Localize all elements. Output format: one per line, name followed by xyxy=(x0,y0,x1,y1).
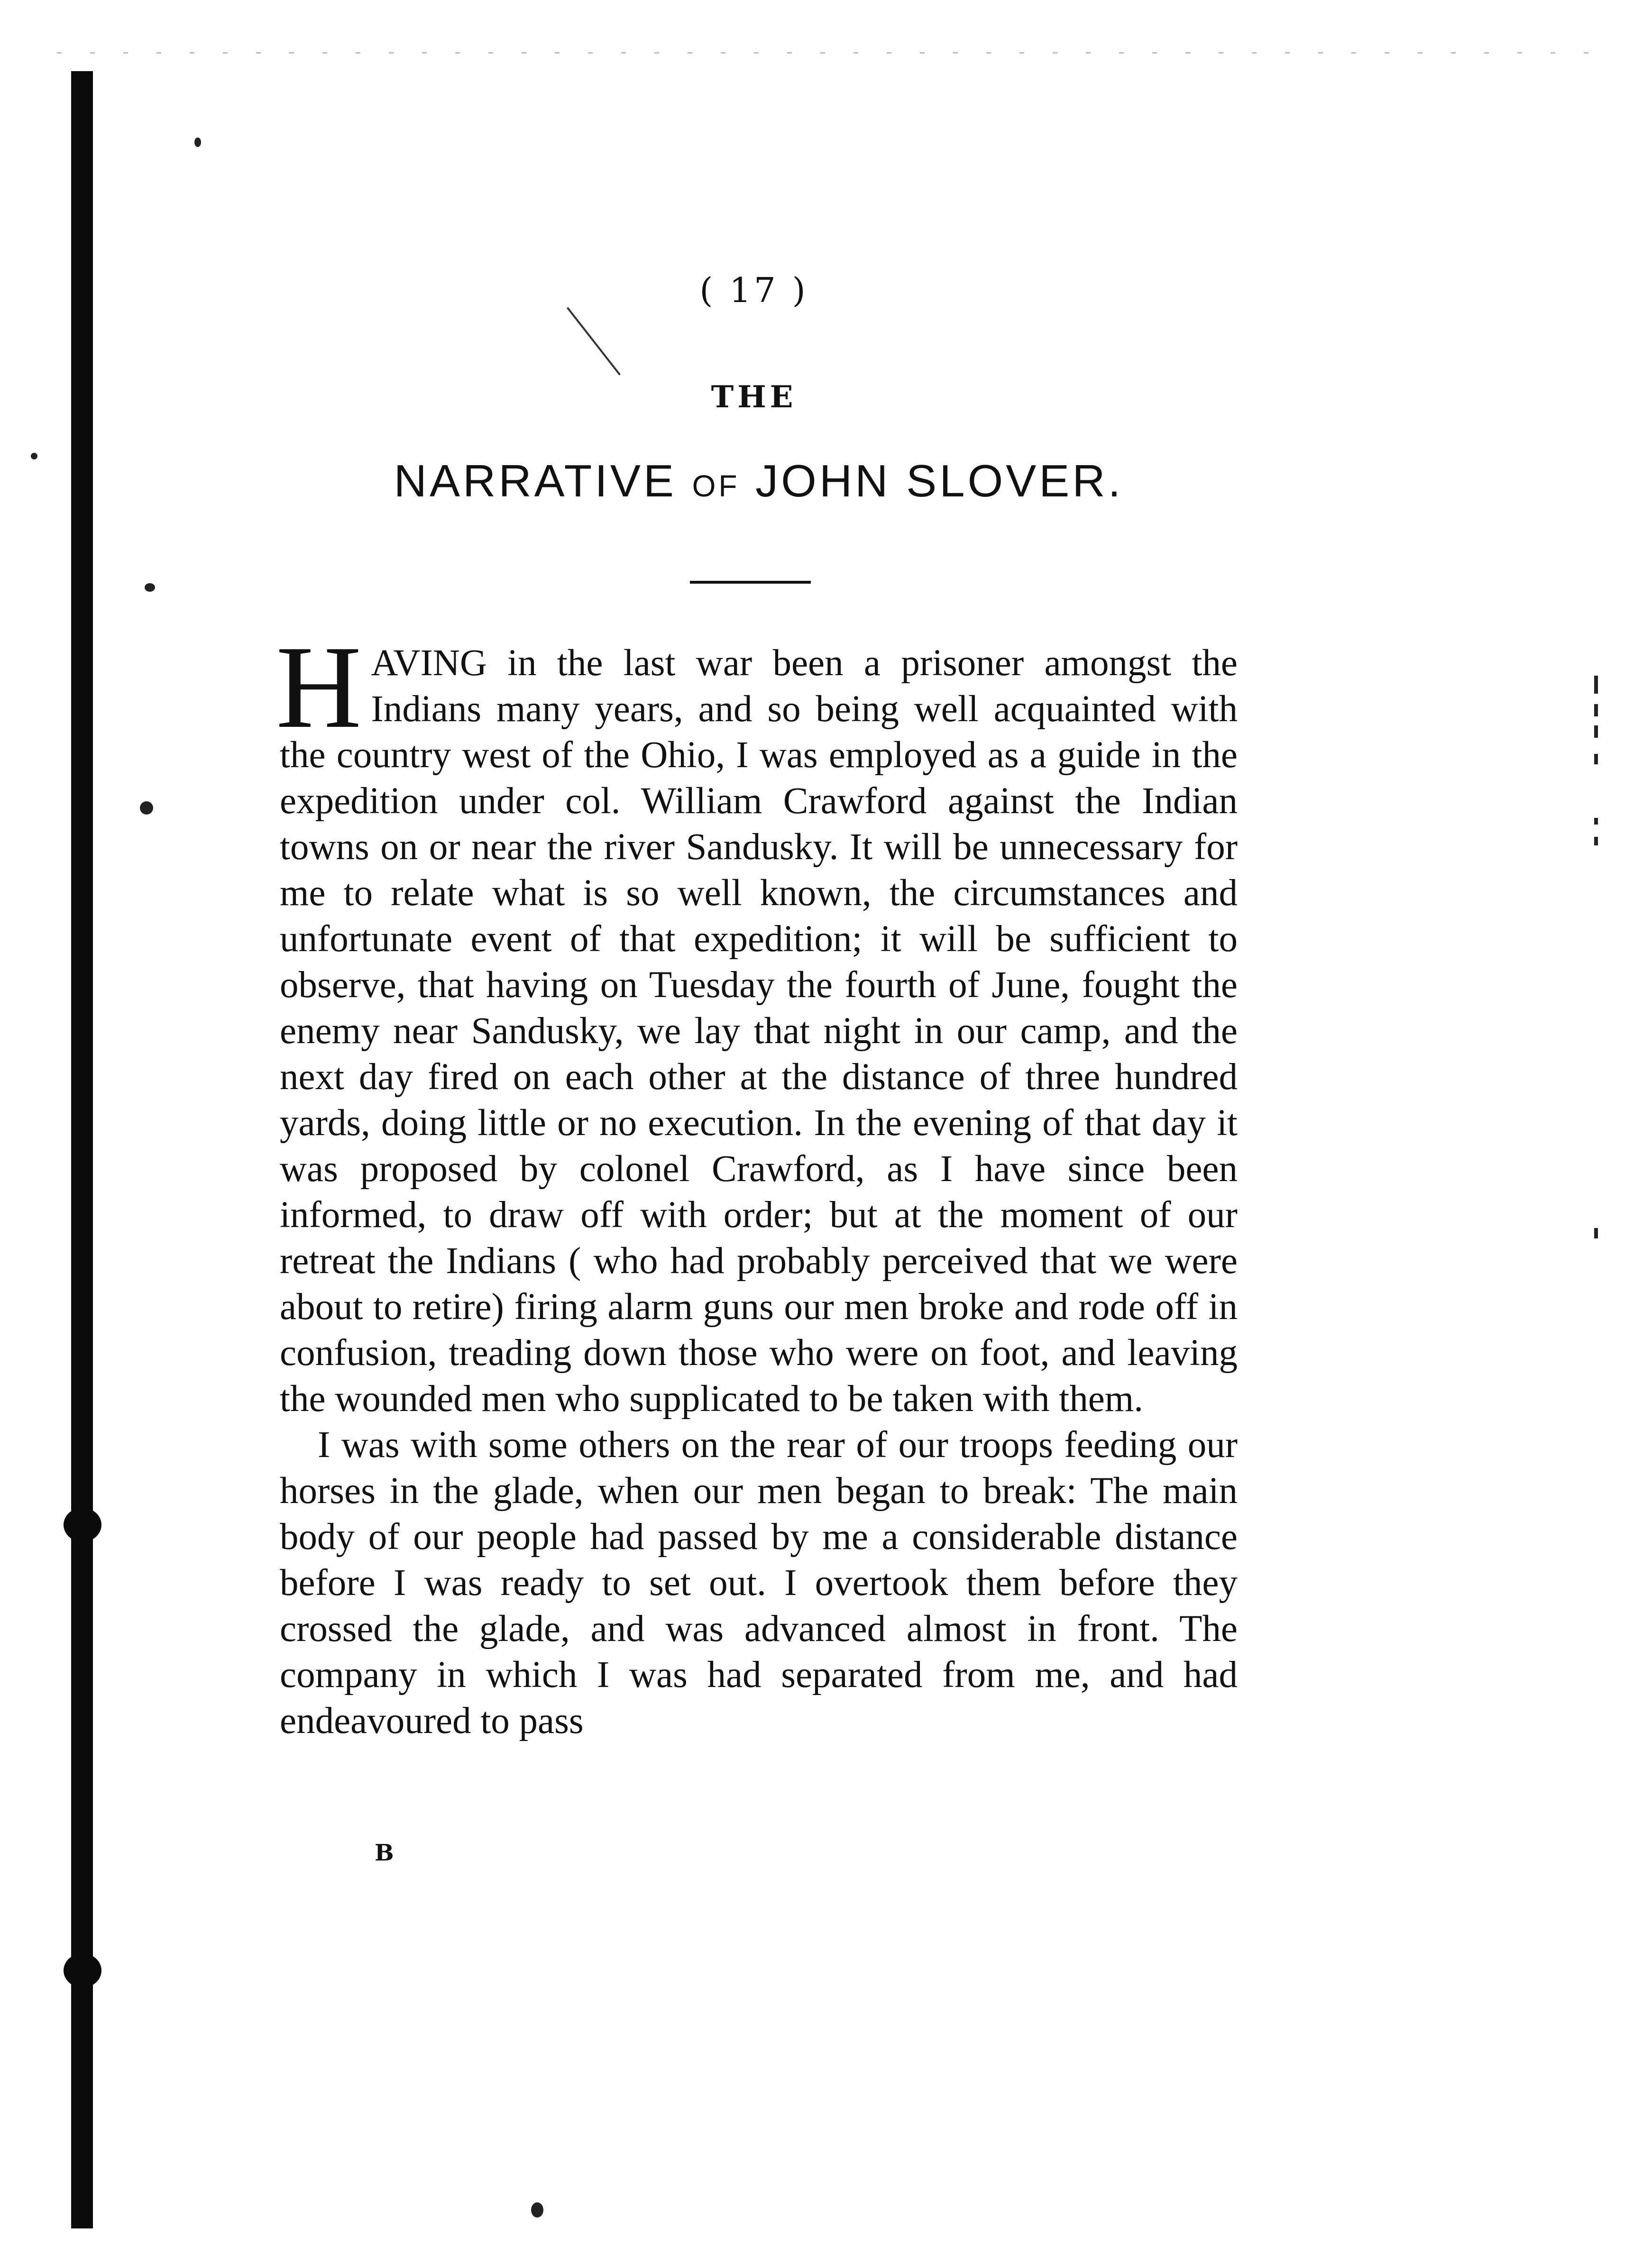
narrative-body xyxy=(276,622,1238,1744)
title-the: THE xyxy=(711,379,797,415)
binding-knot xyxy=(64,1953,101,1988)
paragraph-1 xyxy=(276,622,1238,1422)
title-narrative: NARRATIVE xyxy=(394,456,677,506)
paragraph-2: I was with some others on the rear of our troops feeding our horses in the glade, when our men began to break: The main body of our people had passed by me a considerable distance before I was ready to set out. I overtook them before they crossed the glade, and was advanced almost in front. The company in which I was had separated from me, and had endeavoured to pass xyxy=(280,1424,1238,1742)
margin-mark xyxy=(1594,1228,1598,1238)
margin-mark xyxy=(1594,676,1598,694)
scan-speck xyxy=(31,453,37,459)
scan-speck xyxy=(194,137,201,147)
page-title xyxy=(285,455,1233,507)
signature-mark: B xyxy=(375,1840,394,1866)
margin-mark xyxy=(1594,754,1598,764)
margin-mark xyxy=(1594,837,1598,845)
binding-knot xyxy=(64,1508,101,1542)
scan-speck xyxy=(140,801,153,815)
scan-speck xyxy=(531,2202,543,2218)
margin-mark xyxy=(1594,818,1598,825)
top-edge-artifact xyxy=(57,52,1595,54)
margin-mark xyxy=(1594,704,1598,716)
title-rule xyxy=(690,581,811,584)
title-name: JOHN SLOVER. xyxy=(755,456,1124,506)
paragraph-1-text: AVING in the last war been a prisoner amongst the Indians many years, and so being well acquainted with the country west of the Ohio, I was employed as a guide in the expedition under col. William Crawford against the Indian towns on or near the river Sandusky. It will be unnecessary for me to relate what is so well known, the circumstances and unfortunate event of that expedition; it will be sufficient to observe, that having on Tuesday the fourth of June, fought the enemy near Sandusky, we lay that night in our camp, and the next day fired on each other at the distance of three hundred yards, doing little or no execution. In the evening of that day it was proposed by colonel Crawford, as I have since been informed, to draw off with order; but at the moment of our retreat the Indians ( who had probably perceived that we were about to retire) firing alarm guns our men broke and rode off in confusion, treading down those who were on foot, and leaving the wounded men who supplicated to be taken with them. xyxy=(280,642,1238,1420)
page-number: ( 17 ) xyxy=(699,270,808,310)
pencil-stroke xyxy=(567,307,621,376)
scan-speck xyxy=(145,583,155,592)
drop-cap: H xyxy=(276,622,362,753)
title-of: OF xyxy=(692,469,740,503)
binding-spine xyxy=(71,71,93,2228)
margin-mark xyxy=(1594,725,1598,738)
